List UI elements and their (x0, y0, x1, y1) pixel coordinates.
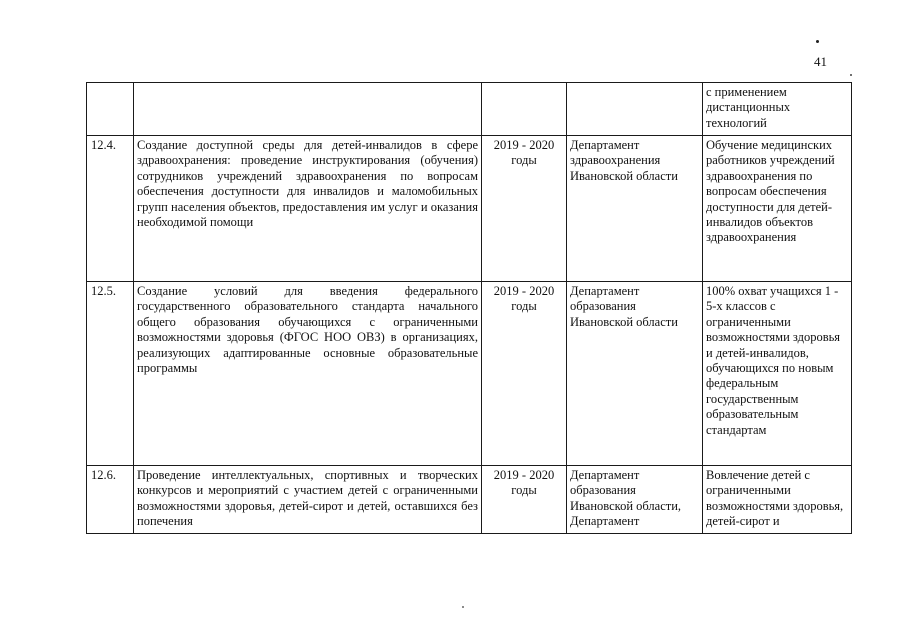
page-number: 41 (814, 54, 827, 69)
measures-table (86, 82, 852, 534)
description-cell: Проведение интеллектуальных, спортивных и творческих конкурсов и мероприятий с участием детей с ограниченными возможностями здоровья, детей-сирот и детей, оставшихся без попечения (134, 466, 482, 534)
scan-mark-dot (816, 40, 819, 43)
table-row (87, 136, 852, 282)
scan-mark-dot-bottom (462, 606, 464, 608)
row-number-cell (87, 83, 134, 136)
row-number-cell: 12.5. (87, 282, 134, 466)
description-cell (134, 83, 482, 136)
years-cell (482, 83, 567, 136)
responsible-cell: Департамент образования Ивановской области, Департамент (567, 466, 703, 534)
table-row (87, 282, 852, 466)
description-cell: Создание условий для введения федерального государственного образовательного стандарта начального общего образования обучающихся с ограниченными возможностями здоровья (ФГОС НОО ОВЗ) в организациях, реализующих адаптированные основные образовательные программы (134, 282, 482, 466)
responsible-cell: Департамент образования Ивановской области (567, 282, 703, 466)
row-number-cell: 12.6. (87, 466, 134, 534)
result-cell: с применением дистанционных технологий (703, 83, 852, 136)
table-row (87, 466, 852, 534)
table-row (87, 83, 852, 136)
years-cell: 2019 - 2020 годы (482, 136, 567, 282)
result-cell: 100% охват учащихся 1 - 5-х классов с ограниченными возможностями здоровья и детей-инвалидов, обучающихся по новым федеральным государственным образовательным стандартам (703, 282, 852, 466)
responsible-cell (567, 83, 703, 136)
years-cell: 2019 - 2020 годы (482, 466, 567, 534)
years-cell: 2019 - 2020 годы (482, 282, 567, 466)
responsible-cell: Департамент здравоохранения Ивановской области (567, 136, 703, 282)
scan-mark-dot-right (850, 74, 852, 76)
description-cell: Создание доступной среды для детей-инвалидов в сфере здравоохранения: проведение инструктирования (обучения) сотрудников учреждений здравоохранения по вопросам обеспечения доступности для инвалидов и маломобильных групп населения объектов, предоставления им услуг и оказания необходимой помощи (134, 136, 482, 282)
row-number-cell: 12.4. (87, 136, 134, 282)
result-cell: Обучение медицинских работников учреждений здравоохранения по вопросам обеспечения доступности для детей-инвалидов объектов здравоохранения (703, 136, 852, 282)
result-cell: Вовлечение детей с ограниченными возможностями здоровья, детей-сирот и (703, 466, 852, 534)
